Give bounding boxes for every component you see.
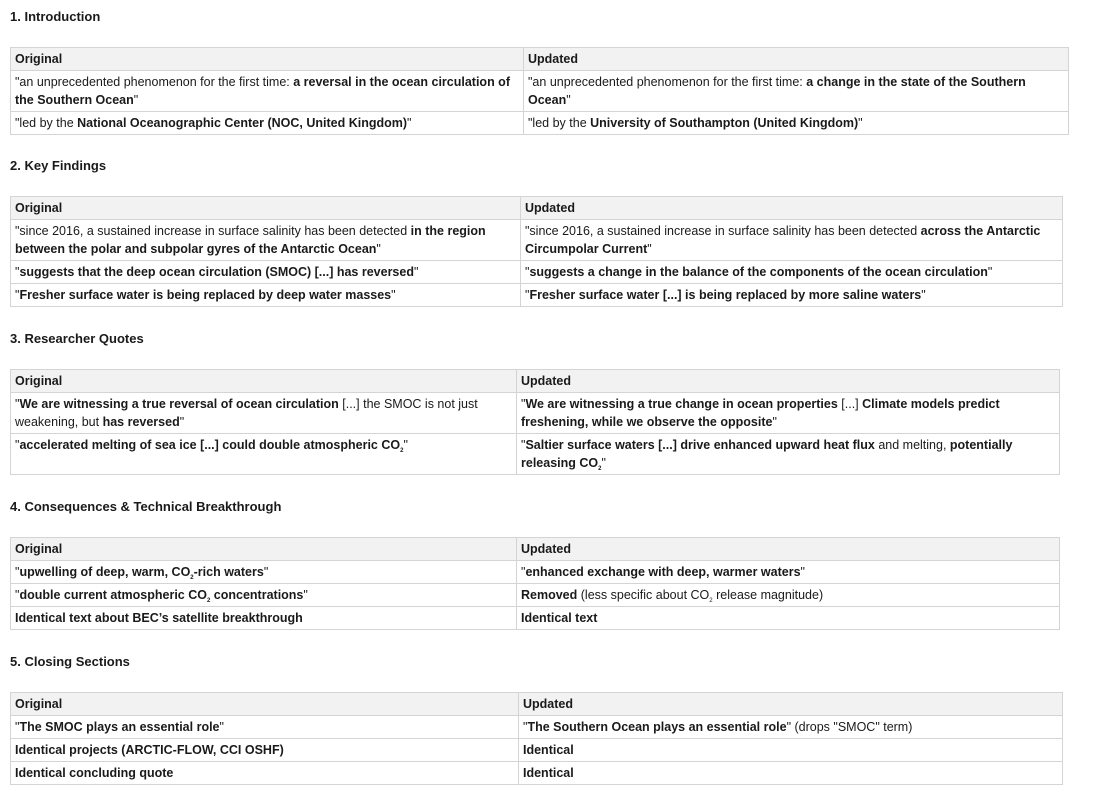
subscript-text: 2 (206, 598, 211, 604)
bold-text: in the region between the polar and subpolar gyres of the Antarctic Ocean (15, 224, 486, 256)
column-header-updated: Updated (524, 48, 1069, 71)
original-cell (11, 607, 517, 630)
original-cell (11, 393, 517, 434)
text-segment: and melting, (874, 438, 950, 452)
text-segment: "led by the (528, 116, 591, 130)
column-header-original: Original (11, 538, 517, 561)
bold-text: We are witnessing a true reversal of ocean circulation (19, 397, 339, 411)
table-row (11, 71, 1069, 112)
updated-cell (517, 434, 1060, 475)
original-cell (11, 561, 517, 584)
table-row (11, 607, 1060, 630)
text-segment: " (15, 265, 20, 279)
text-segment: " (403, 438, 408, 452)
text-segment: " (772, 415, 777, 429)
bold-text: Identical text (521, 611, 598, 625)
text-segment: " (219, 720, 224, 734)
comparison-table (10, 369, 1060, 475)
bold-text: -rich waters (193, 565, 264, 579)
table-row (11, 739, 1063, 762)
bold-text: across the Antarctic Circumpolar Current (525, 224, 1041, 256)
text-segment: "led by the (15, 116, 78, 130)
text-segment: " (921, 288, 926, 302)
bold-text: Identical (523, 743, 574, 757)
text-segment: " (303, 588, 308, 602)
updated-cell (524, 112, 1069, 135)
text-segment: " (858, 116, 863, 130)
section-heading: 3. Researcher Quotes (10, 331, 144, 346)
original-cell (11, 220, 521, 261)
table-row (11, 261, 1063, 284)
table-row (11, 284, 1063, 307)
bold-text: We are witnessing a true change in ocean properties (525, 397, 838, 411)
text-segment: " (525, 288, 530, 302)
text-segment: " (407, 116, 412, 130)
table-row (11, 434, 1060, 475)
bold-text: Removed (521, 588, 578, 602)
updated-cell (519, 739, 1063, 762)
column-header-updated: Updated (521, 197, 1063, 220)
comparison-table (10, 537, 1060, 630)
bold-text: accelerated melting of sea ice [...] could double atmospheric CO (19, 438, 401, 452)
table-header-row (11, 370, 1060, 393)
table-row (11, 393, 1060, 434)
text-segment: " (15, 438, 20, 452)
text-segment: " (523, 720, 528, 734)
subscript-text: 2 (190, 575, 194, 581)
original-cell (11, 261, 521, 284)
bold-text: Climate models predict freshening, while we observe the opposite (521, 397, 1000, 429)
column-header-updated: Updated (517, 538, 1060, 561)
original-cell (11, 762, 519, 785)
bold-text: Identical (523, 766, 574, 780)
bold-text: potentially releasing CO (521, 438, 1013, 470)
table-row (11, 561, 1060, 584)
column-header-original: Original (11, 693, 519, 716)
text-segment: "since 2016, a sustained increase in surface salinity has been detected (15, 224, 411, 238)
bold-text: concentrations (210, 588, 304, 602)
text-segment: " (521, 565, 526, 579)
table-row (11, 220, 1063, 261)
text-segment: " (179, 415, 185, 429)
text-segment: (less specific about CO (577, 588, 710, 602)
bold-text: Saltier surface waters [...] drive enhanced upward heat flux (525, 438, 875, 452)
bold-text: Identical text about BEC’s satellite breakthrough (15, 611, 303, 625)
original-cell (11, 434, 517, 475)
table-header-row (11, 197, 1063, 220)
table-header-row (11, 538, 1060, 561)
section-heading: 4. Consequences & Technical Breakthrough (10, 499, 282, 514)
table-header-row (11, 693, 1063, 716)
text-segment: " (263, 565, 269, 579)
text-segment: " (521, 438, 526, 452)
column-header-original: Original (11, 370, 517, 393)
subscript-text: 2 (400, 448, 404, 454)
updated-cell (517, 561, 1060, 584)
text-segment: " (15, 720, 20, 734)
text-segment: " (drops "SMOC" term) (786, 720, 913, 734)
bold-text: double current atmospheric CO (19, 588, 207, 602)
bold-text: suggests that the deep ocean circulation (SMOC) [...] has reversed (19, 265, 414, 279)
original-cell (11, 739, 519, 762)
bold-text: Fresher surface water [...] is being replaced by more saline waters (529, 288, 922, 302)
original-cell (11, 584, 517, 607)
bold-text: upwelling of deep, warm, CO (19, 565, 191, 579)
section-heading: 5. Closing Sections (10, 654, 130, 669)
bold-text: University of Southampton (United Kingdom) (590, 116, 859, 130)
section-heading: 1. Introduction (10, 9, 101, 24)
bold-text: The SMOC plays an essential role (19, 720, 220, 734)
bold-text: Identical projects (ARCTIC-FLOW, CCI OSHF) (15, 743, 284, 757)
updated-cell (517, 584, 1060, 607)
text-segment: " (15, 397, 20, 411)
bold-text: enhanced exchange with deep, warmer waters (525, 565, 801, 579)
column-header-original: Original (11, 48, 524, 71)
original-cell (11, 112, 524, 135)
text-segment: "since 2016, a sustained increase in surface salinity has been detected (525, 224, 921, 238)
column-header-original: Original (11, 197, 521, 220)
bold-text: suggests a change in the balance of the components of the ocean circulation (529, 265, 988, 279)
original-cell (11, 716, 519, 739)
text-segment: " (376, 242, 381, 256)
text-segment: " (15, 288, 20, 302)
comparison-table (10, 692, 1063, 785)
text-segment: " (525, 265, 530, 279)
section-heading: 2. Key Findings (10, 158, 107, 173)
text-segment: " (15, 588, 20, 602)
updated-cell (519, 762, 1063, 785)
bold-text: has reversed (102, 415, 180, 429)
original-cell (11, 284, 521, 307)
text-segment: release magnitude) (712, 588, 824, 602)
subscript-text: 2 (598, 466, 602, 472)
updated-cell (521, 284, 1063, 307)
text-segment: " (987, 265, 993, 279)
table-row (11, 716, 1063, 739)
table-header-row (11, 48, 1069, 71)
text-segment: " (133, 93, 139, 107)
column-header-updated: Updated (517, 370, 1060, 393)
text-segment: [...] the SMOC is not just weakening, but (15, 397, 478, 429)
table-row (11, 112, 1069, 135)
bold-text: Identical concluding quote (15, 766, 174, 780)
text-segment: " (15, 565, 20, 579)
bold-text: a reversal in the ocean circulation of the Southern Ocean (15, 75, 510, 107)
text-segment: [...] (837, 397, 863, 411)
table-row (11, 762, 1063, 785)
text-segment: " (566, 93, 571, 107)
text-segment: " (800, 565, 805, 579)
comparison-table (10, 47, 1069, 135)
bold-text: a change in the state of the Southern Ocean (528, 75, 1026, 107)
updated-cell (521, 261, 1063, 284)
updated-cell (524, 71, 1069, 112)
updated-cell (519, 716, 1063, 739)
text-segment: "an unprecedented phenomenon for the first time: (528, 75, 807, 89)
column-header-updated: Updated (519, 693, 1063, 716)
updated-cell (517, 393, 1060, 434)
comparison-table (10, 196, 1063, 307)
text-segment: " (601, 456, 606, 470)
subscript-text: 2 (709, 598, 713, 604)
text-segment: "an unprecedented phenomenon for the first time: (15, 75, 294, 89)
bold-text: National Oceanographic Center (NOC, United Kingdom) (77, 116, 408, 130)
text-segment: " (521, 397, 526, 411)
text-segment: " (391, 288, 396, 302)
table-row (11, 584, 1060, 607)
updated-cell (521, 220, 1063, 261)
updated-cell (517, 607, 1060, 630)
original-cell (11, 71, 524, 112)
bold-text: Fresher surface water is being replaced by deep water masses (19, 288, 392, 302)
bold-text: The Southern Ocean plays an essential role (527, 720, 787, 734)
text-segment: " (413, 265, 419, 279)
text-segment: " (647, 242, 652, 256)
